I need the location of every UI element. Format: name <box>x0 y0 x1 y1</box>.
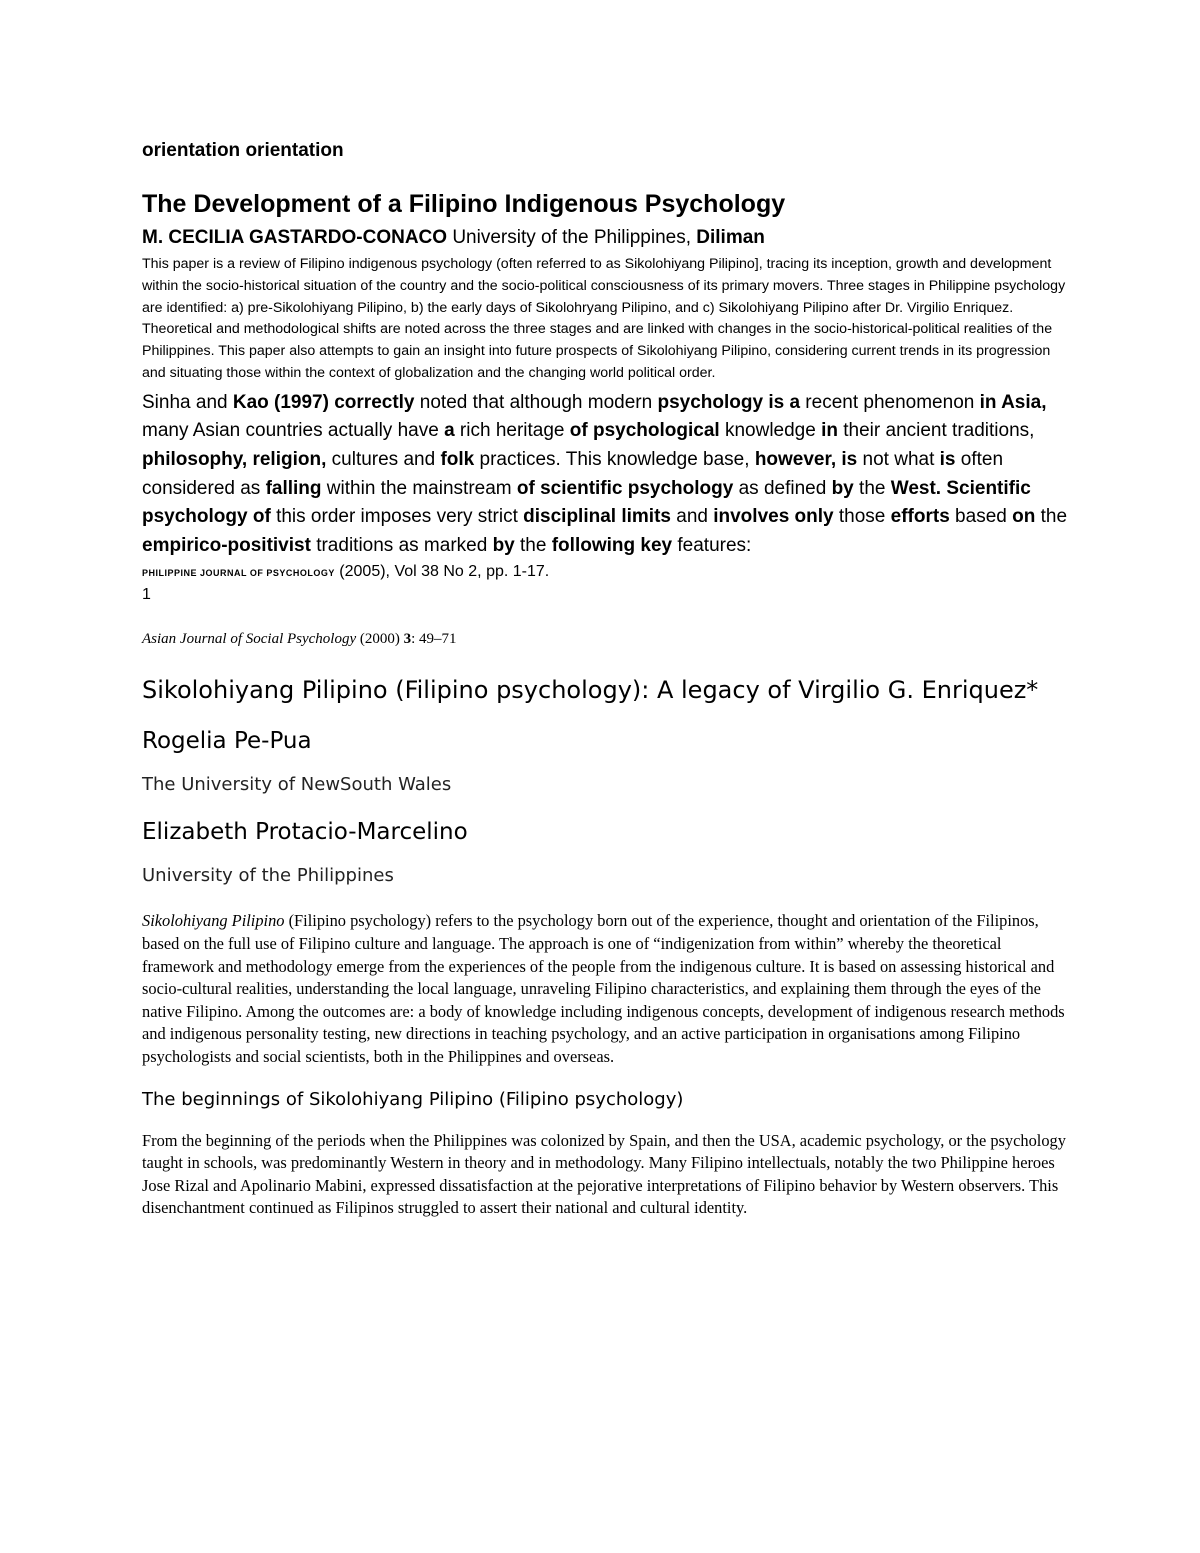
orientation-line: orientation orientation <box>142 140 344 161</box>
article1-body-segment: features: <box>672 534 752 556</box>
article1-body-segment: folk <box>440 448 475 470</box>
article1-body-segment: as defined <box>733 477 832 499</box>
article1-body-segment: on <box>1012 506 1036 528</box>
article1-body-segment: Sinha and <box>142 391 233 413</box>
article2-author-2: Elizabeth Protacio-Marcelino <box>142 819 468 846</box>
article1-author-campus: Diliman <box>696 227 765 248</box>
article1-author-affiliation: University of the Philippines, <box>447 227 697 248</box>
article2-abstract-lead: Sikolohiyang Pilipino <box>142 911 285 931</box>
article2-citation-year: (2000) <box>356 631 404 648</box>
article2-author-1: Rogelia Pe-Pua <box>142 728 312 755</box>
article2-affiliation-1: The University of NewSouth Wales <box>142 774 452 796</box>
article2-citation <box>142 631 1072 648</box>
article1-body-segment: the <box>514 534 552 556</box>
article2-section-heading: The beginnings of Sikolohiyang Pilipino (Filipino psychology) <box>142 1088 684 1110</box>
article1-body-segment: this order imposes very strict <box>270 506 524 528</box>
article1-journal-name: PHILIPPINE JOURNAL OF PSYCHOLOGY <box>142 568 335 579</box>
article1-body-segment: traditions as marked <box>310 534 493 556</box>
article1-body-segment: philosophy, religion, <box>142 448 327 470</box>
article1-body-segment: by <box>831 477 854 499</box>
article2-affiliation-2: University of the Philippines <box>142 865 394 887</box>
article1-author-line <box>142 226 1072 250</box>
article1-body-segment: practices. This knowledge base, <box>474 448 755 470</box>
document-page <box>142 140 1072 1240</box>
article1-abstract: This paper is a review of Filipino indigenous psychology (often referred to as Sikolohiyang Pilipino], tracing its inception, growth and development within the socio-historical situation of the country and the socio-political consciousness of its primary movers. Three stages in Philippine psychology are identified: a) pre-Sikolohiyang Pilipino, b) the early days of Sikolohryang Pilipino, and c) Sikolohiyang Pilipino after Dr. Virgilio Enriquez. Theoretical and methodological shifts are noted across the three stages and are linked with changes in the socio-historical-political realities of the Philippines. This paper also attempts to gain an insight into future prospects of Sikolohiyang Pilipino, considering current trends in its progression and situating those within the context of globalization and the changing world political order. <box>142 256 1066 381</box>
article1-body-segment: by <box>492 534 515 556</box>
article1-body-segment: West. Scientific psychology of <box>142 477 1031 528</box>
article1-body-segment: noted that although modern <box>414 391 658 413</box>
article1-body-segment: falling <box>265 477 322 499</box>
article1-body-segment: however, is <box>754 448 858 470</box>
article1-body-segment: the <box>853 477 891 499</box>
article1-body-segment: Kao (1997) correctly <box>232 391 415 413</box>
article1-body-segment: in <box>821 420 838 442</box>
article2-citation-volume: 3 <box>403 631 412 648</box>
article1-body-segment: involves only <box>713 506 834 528</box>
article1-body-segment: empirico-positivist <box>142 534 311 556</box>
article1-body-segment: many Asian countries actually have <box>142 420 445 442</box>
article1-body-segment: following key <box>551 534 673 556</box>
article1-body-segment: their ancient traditions, <box>837 420 1035 442</box>
article1-body-segment: based <box>949 506 1013 528</box>
article1-body-segment: rich heritage <box>454 420 570 442</box>
article1-body-segment: in Asia, <box>979 391 1047 413</box>
article1-author-name: M. CECILIA GASTARDO-CONACO <box>142 227 448 248</box>
article1-body-segment: those <box>833 506 891 528</box>
article1-body-segment: efforts <box>890 506 950 528</box>
article1-body-segment: of scientific psychology <box>516 477 734 499</box>
article1-body-segment: psychology is a <box>657 391 801 413</box>
article1-body-segment: of psychological <box>569 420 720 442</box>
article1-body-segment: recent phenomenon <box>800 391 980 413</box>
article1-body-segment: cultures and <box>326 448 441 470</box>
article1-body-segment: knowledge <box>719 420 822 442</box>
article1-body-segment: not what <box>857 448 940 470</box>
article1-body-segment: disciplinal limits <box>523 506 671 528</box>
article2-abstract <box>142 910 1072 1068</box>
article1-title: The Development of a Filipino Indigenous Psychology <box>142 190 786 218</box>
page-number: 1 <box>142 586 151 604</box>
article1-body-segment: and <box>670 506 714 528</box>
article2-title: Sikolohiyang Pilipino (Filipino psychology): A legacy of Virgilio G. Enriquez* <box>142 676 1039 705</box>
article1-body-segment: the <box>1035 506 1068 528</box>
article1-journal-details: (2005), Vol 38 No 2, pp. 1-17. <box>334 563 550 581</box>
article1-body-segment: is <box>939 448 956 470</box>
article1-journal-line <box>142 562 1072 583</box>
article1-body-paragraph <box>142 389 1072 561</box>
article1-body-segment: within the mainstream <box>321 477 517 499</box>
article2-section-paragraph: From the beginning of the periods when the Philippines was colonized by Spain, and then the USA, academic psychology, or the psychology taught in schools, was predominantly Western in theory and in methodology. Many Filipino intellectuals, notably the two Philippine heroes Jose Rizal and Apolinario Mabini, expressed dissatisfaction at the pejorative interpretations of Filipino behavior by Western observers. This disenchantment continued as Filipinos struggled to assert their national and cultural identity. <box>142 1130 1066 1218</box>
article1-body-segment: a <box>444 420 455 442</box>
article2-abstract-rest: (Filipino psychology) refers to the psychology born out of the experience, thought and orientation of the Filipinos, based on the full use of Filipino culture and language. The approach is one of “indigenization from within” whereby the theoretical framework and methodology emerge from the experiences of the people from the indigenous culture. It is based on assessing historical and socio-cultural realities, understanding the local language, unraveling Filipino characteristics, and explaining them through the eyes of the native Filipino. Among the outcomes are: a body of knowledge including indigenous concepts, development of indigenous research methods and indigenous personality testing, new directions in teaching psychology, and an active participation in organisations among Filipino psychologists and social scientists, both in the Philippines and overseas. <box>142 911 1065 1066</box>
article1-body-segment: often considered as <box>142 448 1004 499</box>
article2-citation-journal: Asian Journal of Social Psychology <box>142 631 357 648</box>
article2-citation-pages: : 49–71 <box>411 631 457 648</box>
